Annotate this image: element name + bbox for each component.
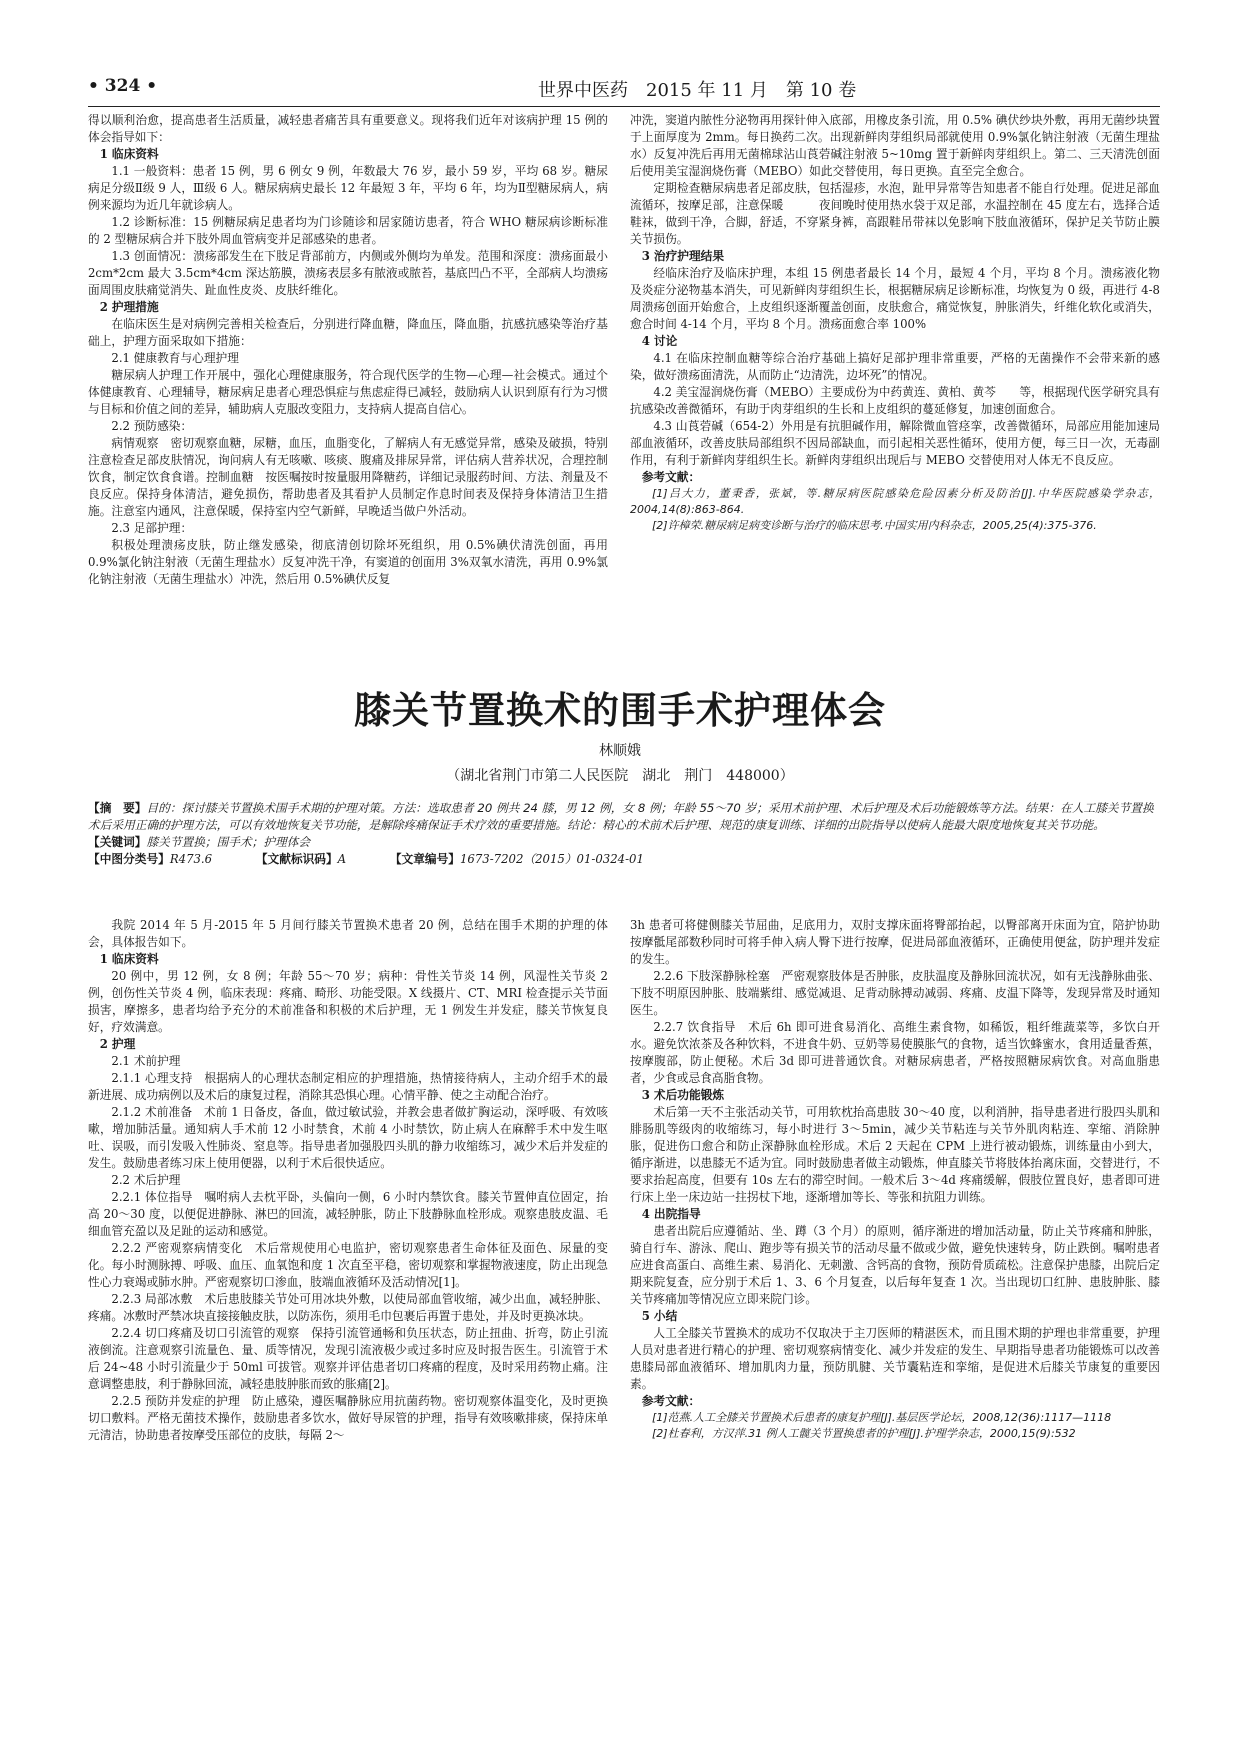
reference-item: [1]范燕.人工全膝关节置换术后患者的康复护理[J].基层医学论坛，2008,12(36):1117—1118 — [652, 1411, 1112, 1424]
section-heading: 3 术后功能锻炼 — [641, 1088, 725, 1102]
doc-code-label: 【文献标识码】 — [255, 852, 338, 866]
paragraph: 4.1 在临床控制血糖等综合治疗基础上搞好足部护理非常重要，严格的无菌操作不会带来新的感染，做好溃疡面清洗，从而防止“边清洗，边坏死”的情况。 — [630, 351, 1160, 382]
article-no-label: 【文章编号】 — [389, 852, 460, 866]
page-number: • 324 • — [88, 76, 158, 96]
doc-code-value: A — [337, 852, 347, 866]
keywords-label: 【关键词】 — [88, 835, 147, 849]
paragraph: 2.1.2 术前准备 术前 1 日备皮，备血，做过敏试验，并教会患者做扩胸运动，深呼吸、有效咳嗽，增加肺活量。通知病人手术前 12 小时禁食，术前 4 小时禁饮，防止病人在麻醉手术中发生呕吐、误吸，而引发吸入性肺炎、窒息等。指导患者加强股四头肌的静力收缩练习，减少术后并发症的发生。鼓励患者练习床上使用便器，以利于术后很快适应。 — [88, 1105, 608, 1170]
paragraph: 在临床医生是对病例完善相关检查后，分别进行降血糖，降血压，降血脂，抗感抗感染等治疗基础上，护理方面采取如下措施： — [88, 317, 608, 348]
section-heading: 1 临床资料 — [99, 147, 159, 161]
paragraph: 定期检查糖尿病患者足部皮肤，包括湿疹，水泡，趾甲异常等告知患者不能自行处理。促进足部血流循环，按摩足部，注意保暖 夜间晚时使用热水袋于双足部，水温控制在 45 度左右，选择合适鞋袜，做到干净，合脚，舒适，不穿紧身裤，高跟鞋吊带袜以免影响下肢血液循环，保护足关节防止膜关节损伤。 — [630, 181, 1160, 246]
prev-article-right-column — [630, 112, 1160, 652]
paragraph: 2.2.4 切口疼痛及切口引流管的观察 保持引流管通畅和负压状态，防止扭曲、折弯，防止引流液倒流。注意观察引流量色、量、质等情况，发现引流液极少或过多时应及时报告医生。引流管于术后 24~48 小时引流量少于 50ml 可拔管。观察并评估患者切口疼痛的程度，及时采用药物止痛。注意调整患肢，利于静脉回流，减轻患肢肿胀而致的胀痛[2]。 — [88, 1326, 608, 1391]
section-heading: 参考文献： — [641, 1394, 701, 1408]
running-header — [88, 72, 1160, 107]
abstract-label: 【摘 要】 — [88, 801, 147, 815]
paragraph: 病情观察 密切观察血糖，尿糖，血压，血脂变化，了解病人有无感觉异常，感染及破损，特别注意检查足部皮肤情况，询问病人有无咳嗽、咳痰、腹痛及排尿异常，评估病人营养状况，合理控制饮食，制定饮食食谱。控制血糖 按医嘱按时按量服用降糖药，详细记录服药时间、方法、剂量及不良反应。保持身体清洁，避免损伤，帮助患者及其看护人员制定作息时间表及保持身体清洁卫生措施。注意室内通风，注意保暖，保持室内空气新鲜，早晚适当做户外活动。 — [88, 436, 608, 518]
paragraph: 2.2.2 严密观察病情变化 术后常规使用心电监护，密切观察患者生命体征及面色、尿量的变化。每小时测脉搏、呼吸、血压、血氧饱和度 1 次直至平稳，密切观察和掌握物液速度，防止出现急性心力衰竭或肺水肿。严密观察切口渗血，肢端血液循环及活动情况[1]。 — [88, 1241, 608, 1289]
paragraph: 2.2.7 饮食指导 术后 6h 即可进食易消化、高维生素食物，如稀饭，粗纤维蔬菜等，多饮白开水。避免饮浓茶及各种饮料，不进食牛奶、豆奶等易使膜胀气的食物，适当饮蜂蜜水，食用适量香蕉，按摩腹部，防止便秘。术后 3d 即可进普通饮食。对糖尿病患者，严格按照糖尿病饮食。对高血脂患者，少食或忌食高脂食物。 — [630, 1020, 1160, 1085]
keywords-text: 膝关节置换；围手术；护理体会 — [146, 835, 311, 849]
paragraph: 人工全膝关节置换术的成功不仅取决于主刀医师的精湛医术，而且围术期的护理也非常重要，护理人员对患者进行精心的护理、密切观察病情变化、减少并发症的发生、早期指导患者功能锻炼可以改善患膝局部血液循环、增加肌肉力量，预防肌腱、关节囊粘连和挛缩，是促进术后膝关节康复的重要因素。 — [630, 1326, 1160, 1391]
reference-item: [2]许樟荣.糖尿病足病变诊断与治疗的临床思考.中国实用内科杂志，2005,25(4):375-376. — [652, 519, 1097, 532]
paragraph: 术后第一天不主张活动关节，可用软枕抬高患肢 30～40 度，以利消肿，指导患者进行股四头肌和腓肠肌等级肉的收缩练习，每小时进行 3～5min，减少关节粘连与关节外肌肉粘连、挛缩、消除肿胀，促进伤口愈合和防止深静脉血栓形成。术后 2 天起在 CPM 上进行被动锻炼，训练量由小到大，循序渐进，以患膝无不适为宜。同时鼓励患者做主动锻炼，伸直膝关节将肢体抬离床面，交替进行，不要求抬起高度，但要有 10s 左右的滞空时间。一般术后 3～4d 疼痛缓解，假肢位置良好，患者即可进行床上坐一床边站一拄拐杖下地，逐渐增加等长、等张和抗阻力训练。 — [630, 1105, 1160, 1204]
paragraph: 3h 患者可将健侧膝关节屈曲，足底用力，双肘支撑床面将臀部抬起，以臀部离开床面为宜，陪护协助按摩骶尾部数秒同时可将手伸入病人臀下进行按摩，促进局部血液循环，正确使用便盆，防护理并发症的发生。 — [630, 918, 1160, 966]
article-no-value: 1673-7202（2015）01-0324-01 — [459, 852, 644, 866]
journal-title: 世界中医药 2015 年 11 月 第 10 卷 — [538, 80, 857, 101]
paragraph: 冲洗，窦道内脓性分泌物再用探针伸入底部，用橡皮条引流，用 0.5% 碘伏纱块外敷，再用无菌纱块置于上面厚度为 2mm。每日换药二次。出现新鲜肉芽组织局部就使用 0.9%氯化钠注射液（无菌生理盐水）反复冲洗后再用无菌棉球沾山莨菪碱注射液 5~10mg 置于新鲜肉芽组织上。第二、三天清洗创面后使用美宝湿润烧伤膏（MEBO）如此交替使用，每日更换。直至完全愈合。 — [630, 113, 1160, 178]
article-left-column — [88, 917, 608, 1677]
abstract — [88, 800, 1160, 834]
clc-value: R473.6 — [169, 852, 213, 866]
article-title: 膝关节置换术的围手术护理体会 — [354, 689, 886, 732]
classification-line — [88, 851, 1160, 868]
paragraph: 我院 2014 年 5 月-2015 年 5 月间行膝关节置换术患者 20 例，总结在围手术期的护理的体会，具体报告如下。 — [88, 918, 608, 949]
clc-item — [88, 851, 212, 868]
paragraph: 2.1.1 心理支持 根据病人的心理状态制定相应的护理措施，热情接待病人，主动介绍手术的最新进展、成功病例以及术后的康复过程，消除其恐惧心理。心情平静、使之主动配合治疗。 — [88, 1071, 608, 1102]
section-heading: 参考文献： — [641, 470, 701, 484]
paragraph: 2.3 足部护理： — [111, 521, 193, 535]
article-author: 林顺娥 — [599, 743, 641, 759]
prev-article-left-column — [88, 112, 608, 652]
reference-item: [1]吕大力，董秉香，张斌，等.糖尿病医院感染危险因素分析及防治[J].中华医院感染学杂志，2004,14(8):863-864. — [630, 487, 1160, 516]
paragraph: 2.2 预防感染： — [111, 419, 193, 433]
article-right-column — [630, 917, 1160, 1677]
paragraph: 2.1 术前护理 — [111, 1054, 181, 1068]
reference-item: [2]杜春利，方汉萍.31 例人工髋关节置换患者的护理[J].护理学杂志，2000,15(9):532 — [652, 1427, 1076, 1440]
paragraph: 糖尿病人护理工作开展中，强化心理健康服务，符合现代医学的生物—心理—社会模式。通过个体健康教育、心理辅导，糖尿病足患者心理恐惧症与焦虑症得已减轻，鼓励病人认识到原有行为习惯与目标和价值之间的差异，辅助病人克服改变阻力，支持病人提高自信心。 — [88, 368, 608, 416]
paragraph: 得以顺利治愈，提高患者生活质量，减轻患者痛苦具有重要意义。现将我们近年对该病护理 15 例的体会指导如下： — [88, 113, 608, 144]
doc-code-item — [256, 851, 346, 868]
paragraph: 2.1 健康教育与心理护理 — [111, 351, 239, 365]
paragraph: 1.3 创面情况：溃疡部发生在下肢足背部前方，内侧或外侧均为单发。范围和深度：溃疡面最小 2cm*2cm 最大 3.5cm*4cm 深达筋膜，溃疡表层多有脓液或脓苔，基底凹凸不平，全部病人均溃疡面周围皮肤痛觉消失、趾血性皮炎、皮肤纤维化。 — [88, 249, 608, 297]
paragraph: 20 例中，男 12 例，女 8 例；年龄 55～70 岁；病种：骨性关节炎 14 例，风湿性关节炎 2 例，创伤性关节炎 4 例，临床表现：疼痛、畸形、功能受限。X 线摄片、CT、MRI 检查提示关节面损害，摩擦多，患者均给予充分的术前准备和积极的术后护理，无 1 例发生并发症，膝关节恢复良好，疗效满意。 — [88, 969, 608, 1034]
paragraph: 经临床治疗及临床护理，本组 15 例患者最长 14 个月，最短 4 个月，平均 8 个月。溃疡液化物及炎症分泌物基本消失，可见新鲜肉芽组织生长，根据糖尿病足诊断标准，均恢复为 0 级，再进行 4-8 周溃疡创面开始愈合，上皮组织逐渐覆盖创面，皮肤愈合，痛觉恢复，肿胀消失，纤维化软化或消失，愈合时间 4-14 个月，平均 8 个月。溃疡面愈合率 100% — [630, 266, 1160, 331]
section-heading: 1 临床资料 — [99, 952, 159, 966]
paragraph: 4.2 美宝湿润烧伤膏（MEBO）主要成份为中药黄连、黄柏、黄芩 等，根据现代医学研究具有抗感染改善微循环，有助于肉芽组织的生长和上皮组织的蔓延修复，加速创面愈合。 — [630, 385, 1160, 416]
paragraph: 1.1 一般资料：患者 15 例，男 6 例女 9 例，年数最大 76 岁，最小 59 岁，平均 68 岁。糖尿病足分级Ⅱ级 9 人，Ⅲ级 6 人。糖尿病病史最长 12 年最短 3 年，平均 6 年，均为Ⅱ型糖尿病人，病例来源均为近几年就诊病人。 — [88, 164, 608, 212]
abstract-text: 目的：探讨膝关节置换术围手术期的护理对策。方法：选取患者 20 例共 24 膝，男 12 例，女 8 例；年龄 55～70 岁；采用术前护理、术后护理及术后功能锻炼等方法。结果：在人工膝关节置换术后采用正确的护理方法，可以有效地恢复关节功能，是解除疼痛保证手术疗效的重要措施。结论：精心的术前术后护理、规范的康复训练、详细的出院指导以使病人能最大限度地恢复其关节功能。 — [88, 801, 1154, 832]
section-heading: 2 护理措施 — [99, 300, 159, 314]
paragraph: 积极处理溃疡皮肤，防止继发感染，彻底清创切除坏死组织，用 0.5%碘伏清洗创面，再用 0.9%氯化钠注射液（无菌生理盐水）反复冲洗干净，有窦道的创面用 3%双氧水清洗，再用 0.9%氯化钠注射液（无菌生理盐水）冲洗，然后用 0.5%碘伏反复 — [88, 538, 608, 586]
paragraph: 2.2.3 局部冰敷 术后患肢膝关节处可用冰块外敷，以使局部血管收缩，减少出血，减轻肿胀、疼痛。冰敷时严禁冰块直接接触皮肤，以防冻伤，须用毛巾包裹后再置于患处，并及时更换冰块。 — [88, 1292, 608, 1323]
keywords — [88, 834, 1160, 851]
paragraph: 2.2 术后护理 — [111, 1173, 181, 1187]
section-heading: 3 治疗护理结果 — [641, 249, 725, 263]
paragraph: 2.2.6 下肢深静脉栓塞 严密观察肢体是否肿胀，皮肤温度及静脉回流状况，如有无浅静脉曲张、下肢不明原因肿胀、肢端紫绀、感觉减退、足背动脉搏动减弱、疼痛、皮温下降等，发现异常及时通知医生。 — [630, 969, 1160, 1017]
article-affiliation: （湖北省荆门市第二人民医院 湖北 荆门 448000） — [446, 768, 794, 784]
section-heading: 4 出院指导 — [641, 1207, 701, 1221]
paragraph: 2.2.1 体位指导 嘱咐病人去枕平卧，头偏向一侧，6 小时内禁饮食。膝关节置伸直位固定，抬高 20～30 度，以便促进静脉、淋巴的回流，减轻肿胀，防止下肢静脉血栓形成。观察患肢皮温、毛细血管充盈以及足趾的运动和感觉。 — [88, 1190, 608, 1238]
article-no-item — [390, 851, 644, 868]
clc-label: 【中图分类号】 — [88, 852, 170, 866]
paragraph: 2.2.5 预防并发症的护理 防止感染，遵医嘱静脉应用抗菌药物。密切观察体温变化，及时更换切口敷料。严格无菌技术操作，鼓励患者多饮水，做好导尿管的护理，指导有效咳嗽排痰，保持床单元清洁，协助患者按摩受压部位的皮肤，每隔 2～ — [88, 1394, 608, 1442]
section-heading: 4 讨论 — [641, 334, 678, 348]
section-heading: 2 护理 — [99, 1037, 136, 1051]
abstract-block — [88, 800, 1160, 868]
paragraph: 1.2 诊断标准：15 例糖尿病足患者均为门诊随诊和居家随访患者，符合 WHO 糖尿病诊断标准的 2 型糖尿病合并下肢外周血管病变并足部感染的患者。 — [88, 215, 608, 246]
paragraph: 患者出院后应遵循站、坐、蹲（3 个月）的原则，循序渐进的增加活动量，防止关节疼痛和肿胀，骑自行车、游泳、爬山、跑步等有损关节的活动尽量不做或少做，避免快速转身，防止跌倒。嘱咐患者应进食高蛋白、高维生素、易消化、无刺激、含钙高的食物，预防骨质疏松。注意保护患膝，出院后定期来院复查，应分别于术后 1、3、6 个月复查，以后每年复查 1 次。当出现切口红肿、患肢肿胀、膝关节疼痛加等情况应立即来院门诊。 — [630, 1224, 1160, 1306]
paragraph: 4.3 山莨菪碱（654-2）外用是有抗胆碱作用，解除微血管痉挛，改善微循环，局部应用能加速局部血液循环，改善皮肤局部组织不因局部缺血，而引起相关恶性循环，使用方便，每三日一次，无毒副作用，有利于新鲜肉芽组织生长。新鲜肉芽组织出现后与 MEBO 交替使用对人体无不良反应。 — [630, 419, 1160, 467]
section-heading: 5 小结 — [641, 1309, 678, 1323]
